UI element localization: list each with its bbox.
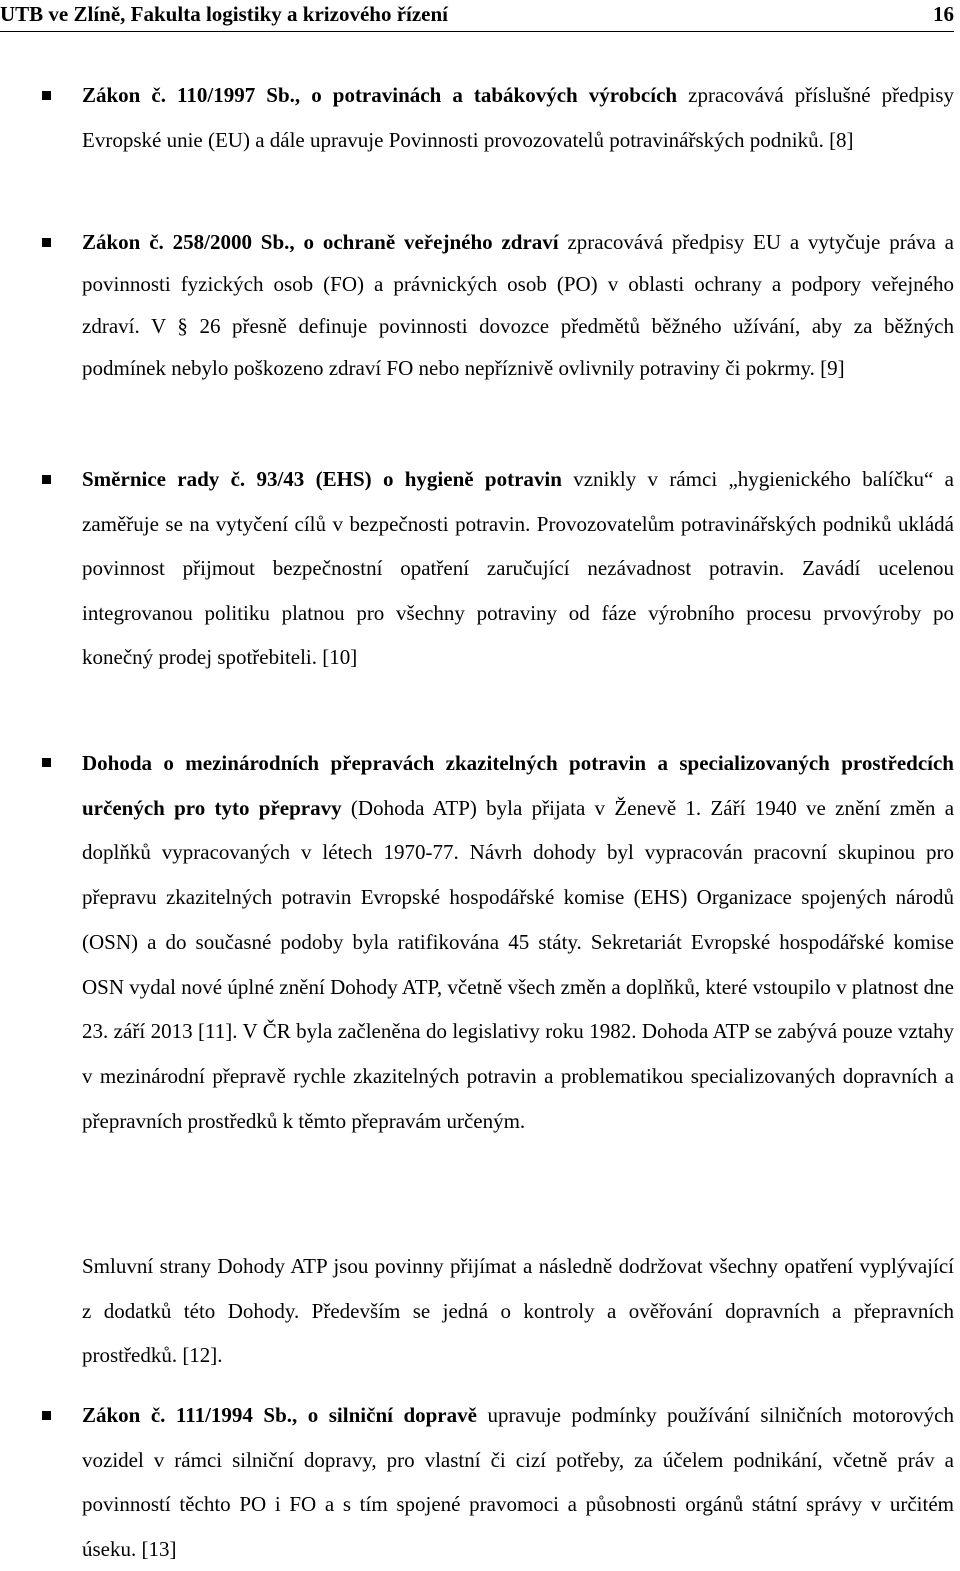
- list-item-text: [82, 73, 954, 162]
- square-bullet-icon: [42, 475, 51, 484]
- list-item-text: [82, 1393, 954, 1571]
- list-item-text: [82, 741, 954, 1143]
- page-number: 16: [933, 2, 954, 26]
- list-item-lead: Zákon č. 258/2000 Sb., o ochraně veřejného zdraví: [82, 230, 559, 254]
- square-bullet-icon: [42, 1411, 51, 1420]
- square-bullet-icon: [42, 758, 51, 767]
- list-item-body: zpracovává příslušné předpisy Evropské unie (EU) a dále upravuje Povinnosti provozovatelů potravinářských podniků. [8]: [82, 83, 954, 152]
- square-bullet-icon: [42, 238, 51, 247]
- list-item-body: zpracovává předpisy EU a vytyčuje práva a povinnosti fyzických osob (FO) a právnických osob (PO) v oblasti ochrany a podpory veřejného zdraví. V § 26 přesně definuje povinnosti dovozce předmětů běžného užívání, aby za běžných podmínek nebylo poškozeno zdraví FO nebo nepříznivě ovlivnily potraviny či pokrmy. [9]: [82, 230, 954, 380]
- list-item-body: upravuje podmínky používání silničních motorových vozidel v rámci silniční dopravy, pro vlastní či cizí potřeby, za účelem podnikání, včetně práv a povinností těchto PO i FO a s tím spojené pravomoci a působnosti orgánů státní správy v určitém úseku. [13]: [82, 1403, 954, 1561]
- list-item-lead: Zákon č. 110/1997 Sb., o potravinách a tabákových výrobcích: [82, 83, 678, 107]
- header-rule: [0, 31, 954, 32]
- square-bullet-icon: [42, 91, 51, 100]
- list-item-body: vznikly v rámci „hygienického balíčku“ a zaměřuje se na vytyčení cílů v bezpečnosti potravin. Provozovatelům potravinářských podniků ukládá povinnost přijmout bezpečnostní opatření zaručující nezávadnost potravin. Zavádí ucelenou integrovanou politiku platnou pro všechny potraviny od fáze výrobního procesu prvovýroby po konečný prodej spotřebiteli. [10]: [82, 467, 954, 669]
- list-item-body: (Dohoda ATP) byla přijata v Ženevě 1. Září 1940 ve znění změn a doplňků vypracovaných v létech 1970-77. Návrh dohody byl vypracován pracovní skupinou pro přepravu zkazitelných potravin Evropské hospodářské komise (EHS) Organizace spojených národů (OSN) a do současné podoby byla ratifikována 45 státy. Sekretariát Evropské hospodářské komise OSN vydal nové úplné znění Dohody ATP, včetně všech změn a doplňků, které vstoupilo v platnost dne 23. září 2013 [11]. V ČR byla začleněna do legislativy roku 1982. Dohoda ATP se zabývá pouze vztahy v mezinárodní přepravě rychle zkazitelných potravin a problematikou specializovaných dopravních a přepravních prostředků k těmto přepravám určeným.: [82, 795, 955, 1133]
- list-item-lead: Dohoda o mezinárodních přepravách zkazitelných potravin a specializovaných prostředcích určených pro tyto přepravy: [82, 751, 954, 820]
- list-item-text: [82, 457, 954, 680]
- list-item-lead: Zákon č. 111/1994 Sb., o silniční dopravě: [82, 1403, 477, 1427]
- header-title: UTB ve Zlíně, Fakulta logistiky a krizového řízení: [0, 2, 449, 26]
- list-item-lead: Směrnice rady č. 93/43 (EHS) o hygieně potravin: [82, 467, 562, 491]
- paragraph-text: Smluvní strany Dohody ATP jsou povinny přijímat a následně dodržovat všechny opatření vyplývající z dodatků této Dohody. Především se jedná o kontroly a ověřování dopravních a přepravních prostředků. [12].: [82, 1254, 954, 1367]
- list-item-text: [82, 221, 954, 389]
